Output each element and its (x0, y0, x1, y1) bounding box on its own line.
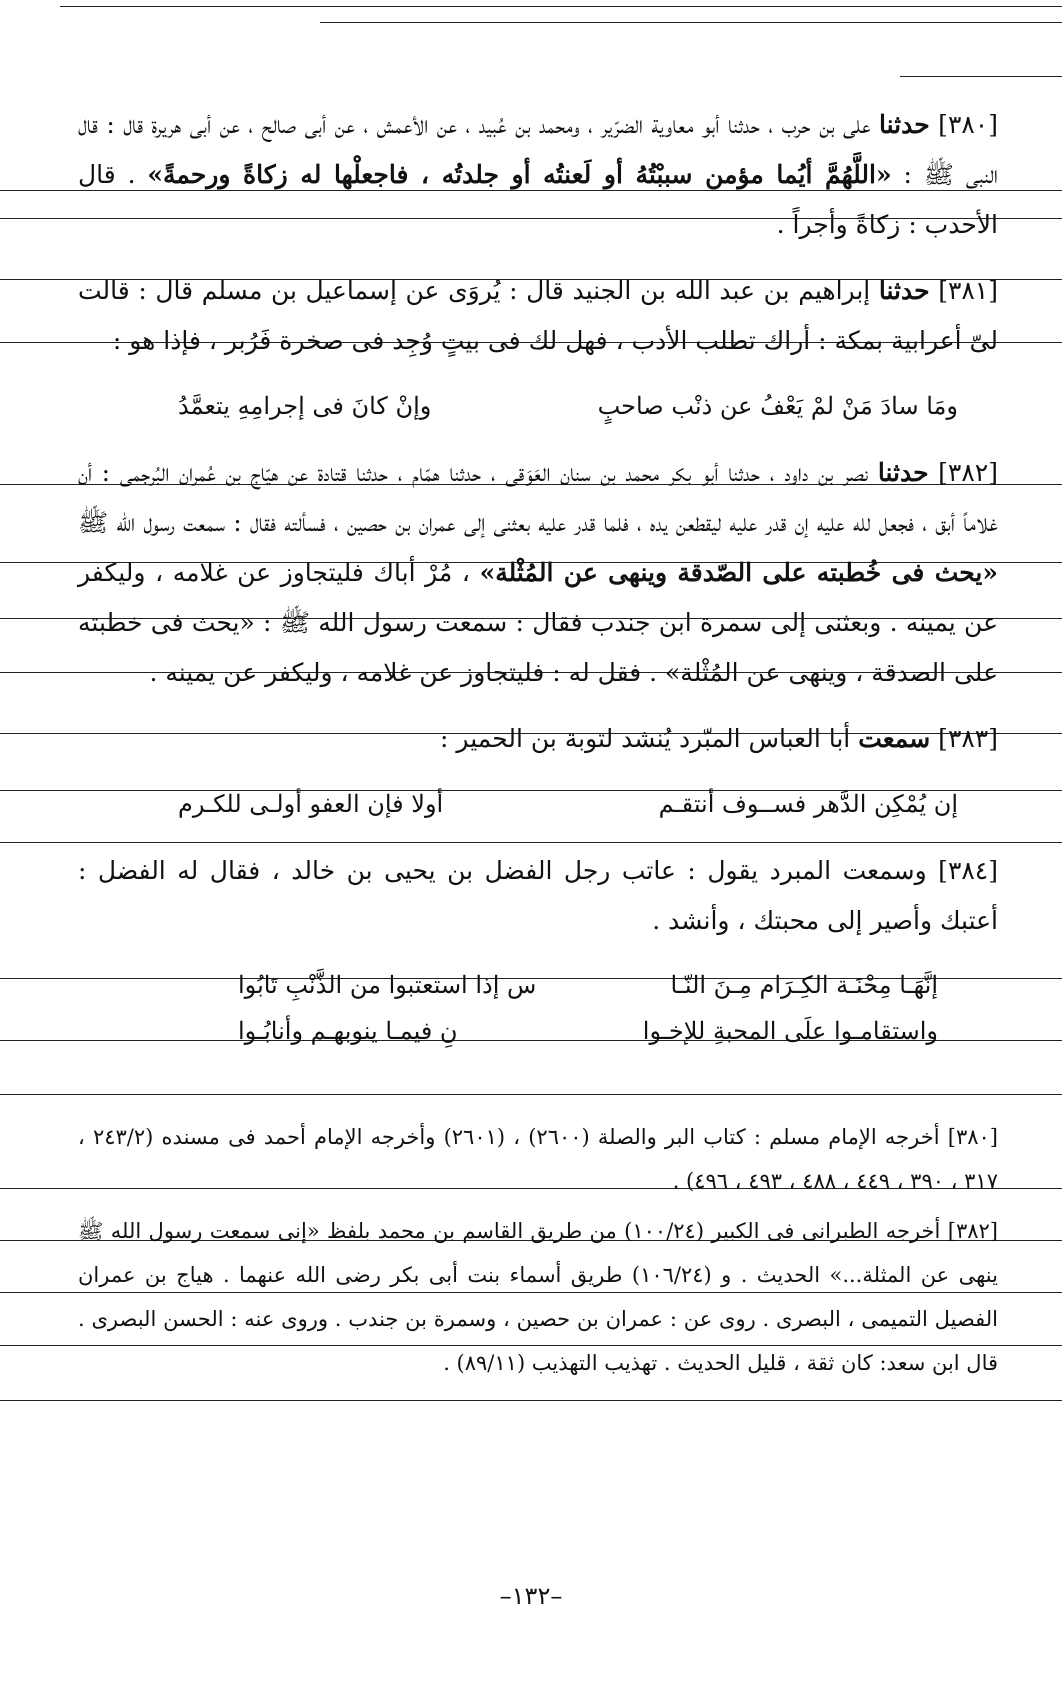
scan-line (0, 1400, 1062, 1401)
entry-lead: سمعت (858, 724, 931, 753)
page-body (78, 100, 998, 1391)
entry-number: [٣٨٢] (938, 458, 998, 487)
entry-number: [٣٨١] (938, 276, 999, 305)
poem (78, 962, 998, 1054)
entry-number: [٣٨٠] (938, 110, 998, 139)
entry-text: أبا العباس المبّرد يُنشد لتوبة بن الحمير : (440, 724, 851, 753)
hadith-quote: «اللَّهُمَّ أيُما مؤمن سببْتُهُ أو لَعنتُه أو جلدتُه ، فاجعلْها له زكاةً ورحمةً» (147, 160, 892, 189)
verse-hemistich-left: نِ فيمـا ينوبهـم وأنابُـوا (238, 1017, 458, 1045)
verse-hemistich-left: أولا فإن العفو أولـى للكـرم (178, 790, 444, 818)
verse-hemistich-left: س إذا استعتبوا من الذَّنْبِ تَابُوا (238, 971, 537, 999)
entry-lead: حدثنا (879, 110, 930, 139)
verse-hemistich-right: واستقامـوا علَى المحبةِ للإخـوا (642, 1017, 938, 1045)
entry-lead: حدثنا (878, 276, 930, 305)
entry-384 (78, 846, 998, 946)
entry-lead: حدثنا (877, 458, 929, 487)
entry-text: وسمعت المبرد يقول : عاتب رجل الفضل بن يحيى بن خالد ، فقال له الفضل : أعتبك وأصير إلى محبتك ، وأنشد . (78, 856, 998, 935)
poem-line (238, 1008, 938, 1054)
entry-text: نصر بن داود ، حدثنا أبو بكر محمد بن سنان العَوَقى ، حدثنا همّام ، حدثنا قتادة عن هيّاج بن عُمران البُرجمى : أن غلاماً أبق ، فجعل لله عليه إن قدر عليه ليقطعن يده ، فلما قدر عليه بعثنى إلى عمران بن حصين ، فسألته فقال : سمعت رسول الله ﷺ (78, 458, 998, 537)
scan-line (900, 76, 1062, 77)
entry-382 (78, 448, 998, 698)
verse-hemistich-right: ومَا سادَ مَنْ لمْ يَعْفُ عن ذنْب صاحبٍ (597, 392, 958, 420)
verse-hemistich-left: وإنْ كانَ فى إجرامِهِ يتعمَّدُ (178, 392, 432, 420)
entry-text: على بن حرب ، حدثنا أبو معاوية الضرّير ، ومحمد بن عُبيد ، عن الأعمش ، عن أبى صالح ، عن أبى هريرة قال : قال النبى ﷺ : (78, 110, 998, 189)
entry-number: [٣٨٤] (938, 856, 998, 885)
verse-line (178, 382, 958, 430)
footnote-380: [٣٨٠] أخرجه الإمام مسلم : كتاب البر والصلة (٢٦٠٠) ، (٢٦٠١) وأخرجه الإمام أحمد فى مسنده (٢٤٣/٢ ، ٣١٧ ، ٣٩٠ ، ٤٤٩ ، ٤٨٨ ، ٤٩٣ ، ٤٩٦) . (78, 1125, 998, 1193)
entry-381 (78, 266, 998, 366)
footnote-382: [٣٨٢] أخرجه الطبرانى فى الكبير (١٠٠/٢٤) من طريق القاسم بن محمد بلفظ «إنى سمعت رسول الله ﷺ ينهى عن المثلة...» الحديث . و (١٠٦/٢٤) طريق أسماء بنت أبى بكر رضى الله عنهما . هياج بن عمران الفصيل التميمى ، البصرى . روى عن : عمران بن حصين ، وسمرة بن جندب . وروى عنه : الحسن البصرى . قال ابن سعد: كان ثقة ، قليل الحديث . تهذيب التهذيب (٨٩/١١) . (78, 1219, 998, 1375)
verse-hemistich-right: إنَّهَـا مِحْنَـة الكِـرَام مِـنَ النّـا (670, 971, 938, 999)
entry-380 (78, 100, 998, 250)
poem-line (238, 962, 938, 1008)
scan-line (60, 6, 1062, 7)
entry-text: إبراهيم بن عبد الله بن الجنيد قال : يُروَى عن إسماعيل بن مسلم قال : قالت لىّ أعرابية بمكة : أراك تطلب الأدب ، فهل لك فى بيتٍ وُجِد فى صخرة فَرُبر ، فإذا هو : (78, 276, 998, 355)
verse-hemistich-right: إن يُمْكِن الدَّهر فســوف أنتقـم (658, 790, 958, 818)
hadith-quote: «يحث فى خُطبته على الصّدقة وينهى عن المُثْلة» (479, 558, 998, 587)
verse-line (178, 780, 958, 828)
scan-line (320, 22, 1062, 23)
page-number: –١٣٢– (499, 1582, 563, 1610)
entry-383 (78, 714, 998, 764)
entry-number: [٣٨٣] (938, 724, 998, 753)
entry-tail: . قال الأحدب : زكاةً وأجراً . (78, 160, 998, 239)
footnote-separator (698, 1094, 998, 1095)
entry-tail: ، مُرْ أباك فليتجاوز عن غلامه ، وليكفر عن يمينه . وبعثنى إلى سمرة ابن جندب فقال : سمعت رسول الله ﷺ : «يحث فى خطبته على الصدقة ، وينهى عن المُثْلة» . فقل له : فليتجاوز عن غلامه ، وليكفر عن يمينه . (78, 558, 998, 687)
